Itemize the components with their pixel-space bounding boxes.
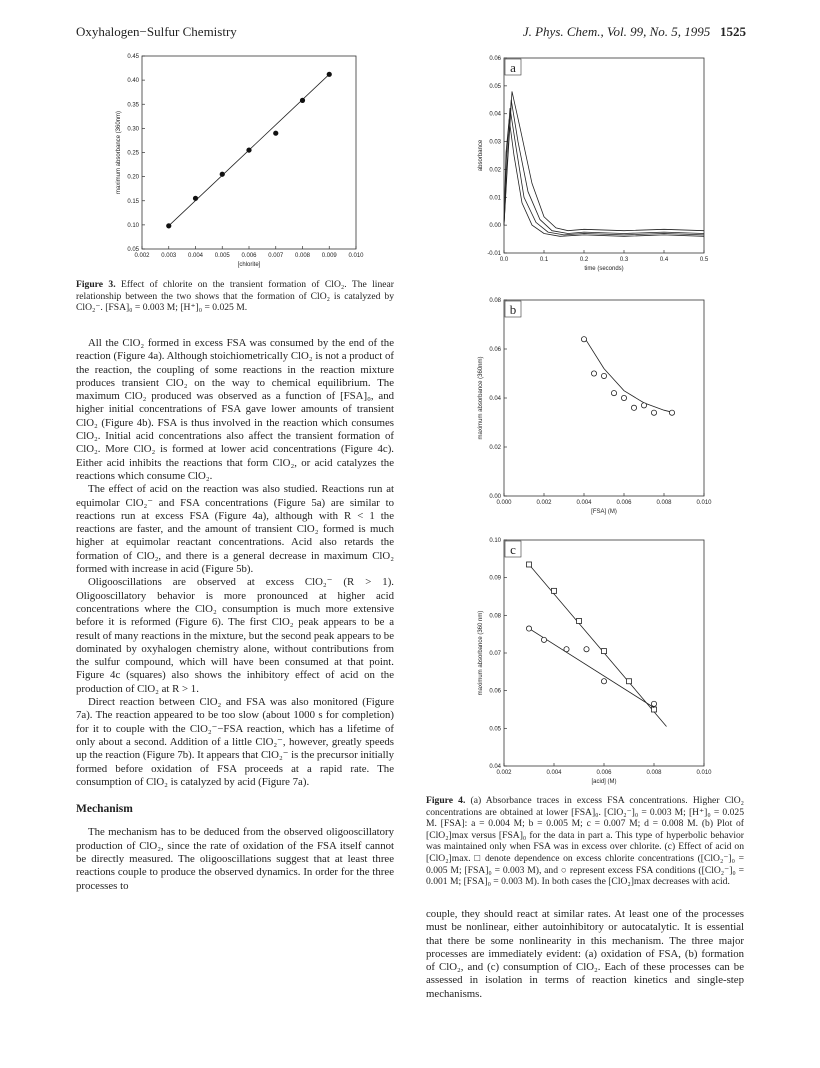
x-tick-label: 0.008: [294, 253, 311, 259]
paragraph: All the ClO₂ formed in excess FSA was consumed by the end of the reaction (Figure 4a). Although stoichiometrically ClO₂ is not a product of the reaction, the coupling of some reactions in the reaction mixture produces transient ClO₂ on the way to chemical equilibrium. The maximum ClO₂ produced was observed as a function of [FSA]₀, and higher initial concentrations of FSA gave lower amounts of transient ClO₂ (Figure 4b). FSA is thus involved in the reaction which consumes ClO₂. Initial acid concentrations also affect the transient formation of ClO₂. More ClO₂ is formed at lower acid concentrations (Figure 4c). Either acid inhibits the reactions that form ClO₂, or acid catalyzes the reactions which consume ClO₂.: [76, 337, 394, 482]
y-tick-label: 0.05: [489, 83, 501, 90]
figure-4b-chart: [470, 290, 720, 526]
series-line: [504, 91, 704, 230]
figure-3-caption-label: Figure 3.: [76, 279, 116, 290]
x-tick-label: 0.1: [539, 257, 549, 263]
x-tick-label: 0.005: [214, 253, 230, 259]
plot-frame: [504, 300, 704, 496]
running-header-right: [523, 24, 746, 40]
page-number: 1525: [720, 24, 746, 39]
y-tick-label: 0.02: [489, 445, 501, 451]
y-tick-label: 0.06: [489, 688, 501, 695]
x-tick-label: 0.002: [134, 253, 150, 259]
data-point-circle: [526, 626, 531, 631]
figure-4c-chart: [470, 530, 720, 790]
y-tick-label: 0.05: [127, 247, 139, 253]
data-point: [193, 196, 198, 201]
x-tick-label: 0.2: [579, 257, 589, 263]
data-point: [220, 172, 225, 177]
data-point: [300, 98, 305, 103]
y-tick-label: 0.04: [489, 111, 501, 118]
paragraph: The effect of acid on the reaction was also studied. Reactions run at equimolar ClO₂⁻ and FSA concentrations (Figure 5a) are similar to reactions run at excess FSA (Figure 4a), although with R < 1 the reactions are faster, and the amount of transient ClO₂ formed is much higher at equimolar reactant concentrations. Acid also retards the formation of ClO₂, and there is a general decrease in maximum ClO₂ formed with increase in acid (Figure 5b).: [76, 483, 394, 576]
y-tick-label: 0.10: [489, 538, 501, 544]
y-axis-label: absorbance: [478, 139, 484, 172]
journal-citation: J. Phys. Chem., Vol. 99, No. 5, 1995: [522, 24, 711, 39]
y-tick-label: 0.15: [127, 198, 139, 205]
y-axis-label: maximum absorbance (360nm): [478, 356, 484, 440]
y-tick-label: -0.01: [487, 251, 501, 257]
y-tick-label: 0.40: [127, 78, 139, 85]
data-point-square: [577, 618, 582, 623]
x-tick-label: 0.007: [268, 253, 284, 259]
figure-4-caption-text: (a) Absorbance traces in excess FSA concentrations. Higher ClO₂ concentrations are obtained at lower [FSA]₀. [ClO₂⁻]₀ = 0.003 M; [H⁺]₀ = 0.025 M. [FSA]: a = 0.004 M; b = 0.005 M; c = 0.007 M; d = 0.008 M. (b) Plot of [ClO₂]max versus [FSA]₀ for the data in part a. This type of hyperbolic behavior was maintained only when FSA was in excess over chlorite. (c) Effect of acid on [ClO₂]max. □ denote dependence on excess chlorite concentrations ([ClO₂⁻]₀ = 0.005 M; [FSA]₀ = 0.003 M), and ○ represent excess FSA conditions ([ClO₂⁻]₀ = 0.001 M; [FSA]₀ = 0.003 M). In both cases the [ClO₂]max decreases with acid.: [426, 795, 744, 888]
paragraph: Direct reaction between ClO₂ and FSA was also monitored (Figure 7a). The reaction appeared to be too slow (about 1000 s for completion) for it to couple with the ClO₂⁻−FSA reaction, which has a lifetime of only about a second. Addition of a little ClO₂⁻, however, greatly speeds up the reaction (Figure 7b). It appears that ClO₂⁻ is the precursor initially formed before oxidation of FSA proceeds at a rapid rate. The consumption of ClO₂ is catalyzed by acid (Figure 7a).: [76, 696, 394, 788]
y-tick-label: 0.04: [489, 396, 501, 402]
section-heading: Mechanism: [76, 803, 133, 816]
y-tick-label: 0.07: [489, 651, 501, 657]
data-point-square: [552, 588, 557, 593]
data-point: [166, 223, 171, 228]
x-tick-label: 0.003: [161, 253, 177, 259]
data-point-circle: [584, 647, 589, 652]
x-tick-label: 0.006: [241, 253, 257, 259]
data-point: [273, 131, 278, 136]
y-tick-label: 0.00: [489, 494, 501, 500]
x-tick-label: 0.008: [656, 500, 672, 506]
data-point-square: [627, 679, 632, 684]
y-axis-label: maximum absorbance (360 nm): [478, 610, 484, 696]
x-tick-label: 0.010: [696, 500, 712, 506]
x-tick-label: 0.008: [646, 770, 662, 776]
y-tick-label: 0.20: [127, 174, 139, 181]
x-tick-label: 0.006: [596, 770, 612, 776]
figure-4a-chart: [470, 48, 720, 283]
y-tick-label: 0.05: [489, 726, 501, 733]
left-column-text: [76, 337, 394, 893]
x-axis-label: [acid] (M): [591, 779, 617, 785]
figure-3-chart: [100, 48, 380, 276]
y-tick-label: 0.06: [489, 347, 501, 353]
x-tick-label: 0.006: [616, 500, 632, 506]
y-axis-label: maximum absorbance (360nm): [116, 110, 122, 195]
y-tick-label: 0.04: [489, 764, 501, 770]
x-tick-label: 0.004: [187, 253, 204, 259]
data-point: [669, 410, 674, 415]
figure-3-caption: [76, 279, 394, 314]
y-tick-label: 0.00: [489, 223, 501, 230]
y-tick-label: 0.09: [489, 575, 501, 582]
x-tick-label: 0.4: [659, 257, 669, 263]
paragraph: The mechanism has to be deduced from the observed oligooscillatory production of ClO₂, since the rate of oxidation of the FSA itself cannot be directly measured. The oligooscillations suggest that at least three reactions couple to produce the observed dynamics. In order for the three processes to: [76, 826, 394, 892]
y-tick-label: 0.03: [489, 139, 501, 146]
data-point: [327, 72, 332, 77]
y-tick-label: 0.10: [127, 222, 139, 229]
y-tick-label: 0.08: [489, 298, 501, 304]
data-point-circle: [564, 647, 569, 652]
figure-4-caption: [426, 795, 744, 888]
x-tick-label: 0.0: [499, 257, 509, 263]
data-point-circle: [601, 679, 606, 684]
x-tick-label: 0.5: [699, 257, 709, 263]
y-tick-label: 0.06: [489, 56, 501, 62]
x-tick-label: 0.010: [348, 253, 364, 259]
data-point: [651, 410, 656, 415]
y-tick-label: 0.35: [127, 102, 139, 109]
data-point-square: [652, 707, 657, 712]
data-point: [591, 371, 596, 376]
panel-label: b: [509, 302, 517, 317]
y-tick-label: 0.45: [127, 54, 139, 60]
data-point-square: [602, 649, 607, 654]
data-point: [631, 405, 636, 410]
x-tick-label: 0.010: [696, 770, 712, 776]
panel-label: a: [510, 60, 516, 75]
panel-label: c: [510, 542, 516, 557]
x-axis-label: [chlorite]: [237, 262, 261, 268]
fit-line: [529, 629, 654, 708]
data-point: [246, 147, 251, 152]
data-point: [621, 395, 626, 400]
y-tick-label: 0.01: [489, 195, 501, 202]
data-point-circle: [541, 637, 546, 642]
data-point: [641, 403, 646, 408]
x-axis-label: time (seconds): [584, 266, 624, 272]
data-point-square: [527, 562, 532, 567]
series-line: [504, 100, 704, 234]
x-tick-label: 0.000: [496, 500, 512, 506]
paragraph: couple, they should react at similar rates. At least one of the processes must be nonlinear, either autoinhibitory or autocatalytic. It is essential that there be some nonlinearity in this mechanism. The three major processes are immediately evident: (a) oxidation of FSA, (b) formation of ClO₂, and (c) consumption of ClO₂. Each of these processes can be assessed in isolation in terms of reaction kinetics and single-step mechanisms.: [426, 908, 744, 1000]
right-column-text: [426, 908, 744, 1001]
plot-frame: [504, 58, 704, 253]
y-tick-label: 0.25: [127, 150, 139, 157]
y-tick-label: 0.30: [127, 126, 139, 133]
data-point: [611, 391, 616, 396]
x-tick-label: 0.004: [576, 500, 592, 506]
running-header-left: Oxyhalogen−Sulfur Chemistry: [76, 24, 237, 39]
x-tick-label: 0.002: [496, 770, 512, 776]
paragraph: Oligooscillations are observed at excess ClO₂⁻ (R > 1). Oligooscillatory behavior is more pronounced at higher acid concentrations where the ClO₂ consumption is much more extensive before it is reformed (Figure 6). The first ClO₂ peak appears to be a result of many reactions in the mixture, but the second peak appears to be dominated by oxyhalogen chemistry alone, without contributions from the sulfur compound, which will have been consumed at that point. Figure 4c (squares) also shows the inhibitory effect of acid on the production of ClO₂ at R > 1.: [76, 576, 394, 695]
x-tick-label: 0.002: [536, 500, 552, 506]
y-tick-label: 0.08: [489, 613, 501, 620]
data-point: [581, 337, 586, 342]
x-tick-label: 0.004: [546, 770, 562, 776]
figure-4-caption-label: Figure 4.: [426, 795, 466, 806]
y-tick-label: 0.02: [489, 167, 501, 174]
x-tick-label: 0.009: [321, 253, 337, 259]
x-axis-label: [FSA] (M): [591, 509, 617, 515]
figure-3-caption-text: Effect of chlorite on the transient formation of ClO₂. The linear relationship between the two shows that the formation of ClO₂ is catalyzed by ClO₂⁻. [FSA]₀ = 0.003 M; [H⁺]₀ = 0.025 M.: [76, 279, 394, 314]
data-point-circle: [651, 701, 656, 706]
fit-curve: [584, 337, 674, 413]
x-tick-label: 0.3: [619, 257, 629, 263]
series-line: [504, 108, 704, 235]
data-point: [601, 373, 606, 378]
